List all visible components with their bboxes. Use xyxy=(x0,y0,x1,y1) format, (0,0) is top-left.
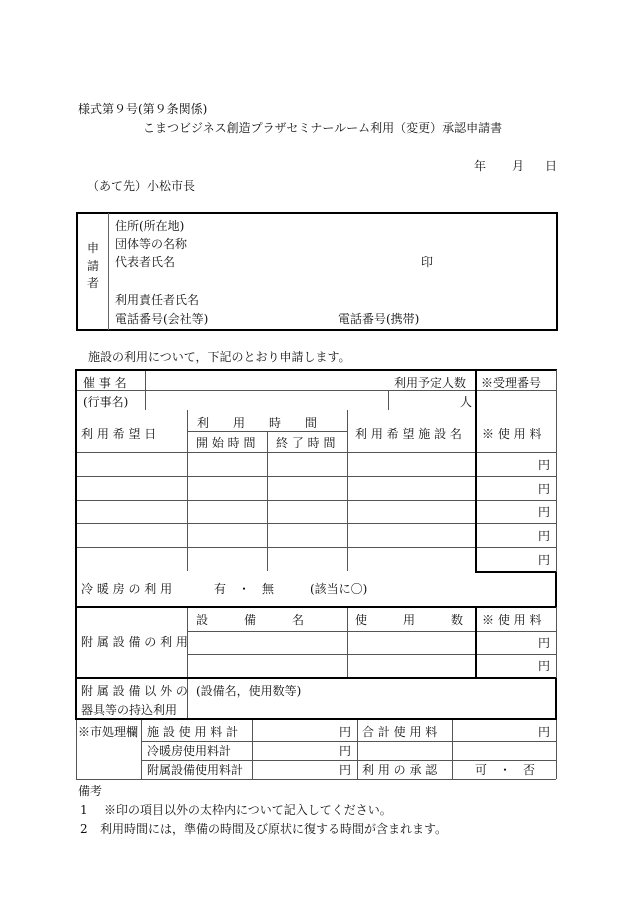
other-equipment-note: (設備名，使用数等) xyxy=(196,684,302,698)
phone-mobile-label: 電話番号(携帯) xyxy=(338,312,420,326)
expected-people-label: 利用予定人数 xyxy=(394,376,467,390)
applicant-divider xyxy=(108,213,109,330)
people-unit: 人 xyxy=(460,395,473,409)
equipment-yen-1: 円 xyxy=(538,636,551,650)
date-day: 日 xyxy=(545,159,558,173)
approval-choice: 可 ・ 否 xyxy=(475,763,536,777)
responsible-label: 利用責任者氏名 xyxy=(115,293,200,307)
yen-row-4: 円 xyxy=(538,529,551,543)
equipment-fee-yen: 円 xyxy=(339,763,352,777)
approval-label: 利 用 の 承 認 xyxy=(362,763,438,777)
date-year: 年 xyxy=(474,159,487,173)
equipment-fee-total-label: 附属設備使用料計 xyxy=(147,763,244,777)
yen-row-3: 円 xyxy=(538,505,551,519)
form-number: 様式第９号(第９条関係) xyxy=(78,102,208,116)
yen-row-2: 円 xyxy=(538,482,551,496)
other-equipment-label-2: 器具等の持込利用 xyxy=(81,703,178,717)
receipt-number-label: ※受理番号 xyxy=(481,376,542,390)
facility-fee-yen: 円 xyxy=(339,725,352,739)
note-2-text: 利用時間には，準備の時間及び原状に復する時間が含まれます。 xyxy=(100,822,448,836)
start-time-label: 開 始 時 間 xyxy=(196,436,256,450)
equipment-yen-2: 円 xyxy=(538,659,551,673)
usage-fee-label: ※ 使 用 料 xyxy=(482,427,542,441)
org-name-label: 団体等の名称 xyxy=(115,237,188,251)
facility-fee-total-label: 施 設 使 用 料 計 xyxy=(147,725,239,739)
usage-time-label: 利 用 時 間 xyxy=(197,416,318,430)
page-title: こまつビジネス創造プラザセミナールーム利用（変更）承認申請書 xyxy=(143,121,503,135)
aircon-note: (該当に〇) xyxy=(310,582,368,596)
phone-company-label: 電話番号(会社等) xyxy=(115,312,209,326)
note-1-number: 1 xyxy=(80,803,88,817)
equipment-fee-header: ※ 使 用 料 xyxy=(482,613,542,627)
aircon-fee-total-label: 冷暖房使用料計 xyxy=(147,744,232,758)
event-name-label: 催 事 名 xyxy=(83,376,127,390)
aircon-fee-yen: 円 xyxy=(339,744,352,758)
yen-row-1: 円 xyxy=(538,458,551,472)
grand-total-label: 合 計 使 用 料 xyxy=(362,725,438,739)
equipment-count-header: 使 用 数 xyxy=(355,613,464,627)
aircon-choice: 有 ・ 無 xyxy=(214,582,275,596)
note-1-text: ※印の項目以外の太枠内について記入してください。 xyxy=(104,803,392,817)
grand-total-yen: 円 xyxy=(538,725,551,739)
applicant-label-3: 者 xyxy=(87,276,100,290)
event-name-sub-label: (行事名) xyxy=(83,395,129,409)
other-equipment-label-1: 附 属 設 備 以 外 の xyxy=(81,684,188,698)
equipment-name-header: 設 備 名 xyxy=(196,613,305,627)
note-2-number: 2 xyxy=(80,822,88,836)
address-label: 住所(所在地) xyxy=(115,219,185,233)
end-time-label: 終 了 時 間 xyxy=(276,436,336,450)
aircon-label: 冷 暖 房 の 利 用 xyxy=(81,582,173,596)
seal-mark: 印 xyxy=(421,255,434,269)
rep-name-label: 代表者氏名 xyxy=(115,255,176,269)
date-month: 月 xyxy=(512,159,525,173)
applicant-label-1: 申 xyxy=(87,241,100,255)
yen-row-5: 円 xyxy=(538,553,551,567)
applicant-label-2: 請 xyxy=(87,259,100,273)
addressee: （あて先）小松市長 xyxy=(87,179,196,193)
intro-text: 施設の利用について，下記のとおり申請します。 xyxy=(88,350,351,364)
date-wish-label: 利 用 希 望 日 xyxy=(81,427,157,441)
facility-wish-label: 利 用 希 望 施 設 名 xyxy=(355,427,462,441)
notes-heading: 備考 xyxy=(78,784,103,798)
office-use-label: ※市処理欄 xyxy=(78,725,139,739)
equipment-label: 附 属 設 備 の 利 用 xyxy=(81,635,188,649)
